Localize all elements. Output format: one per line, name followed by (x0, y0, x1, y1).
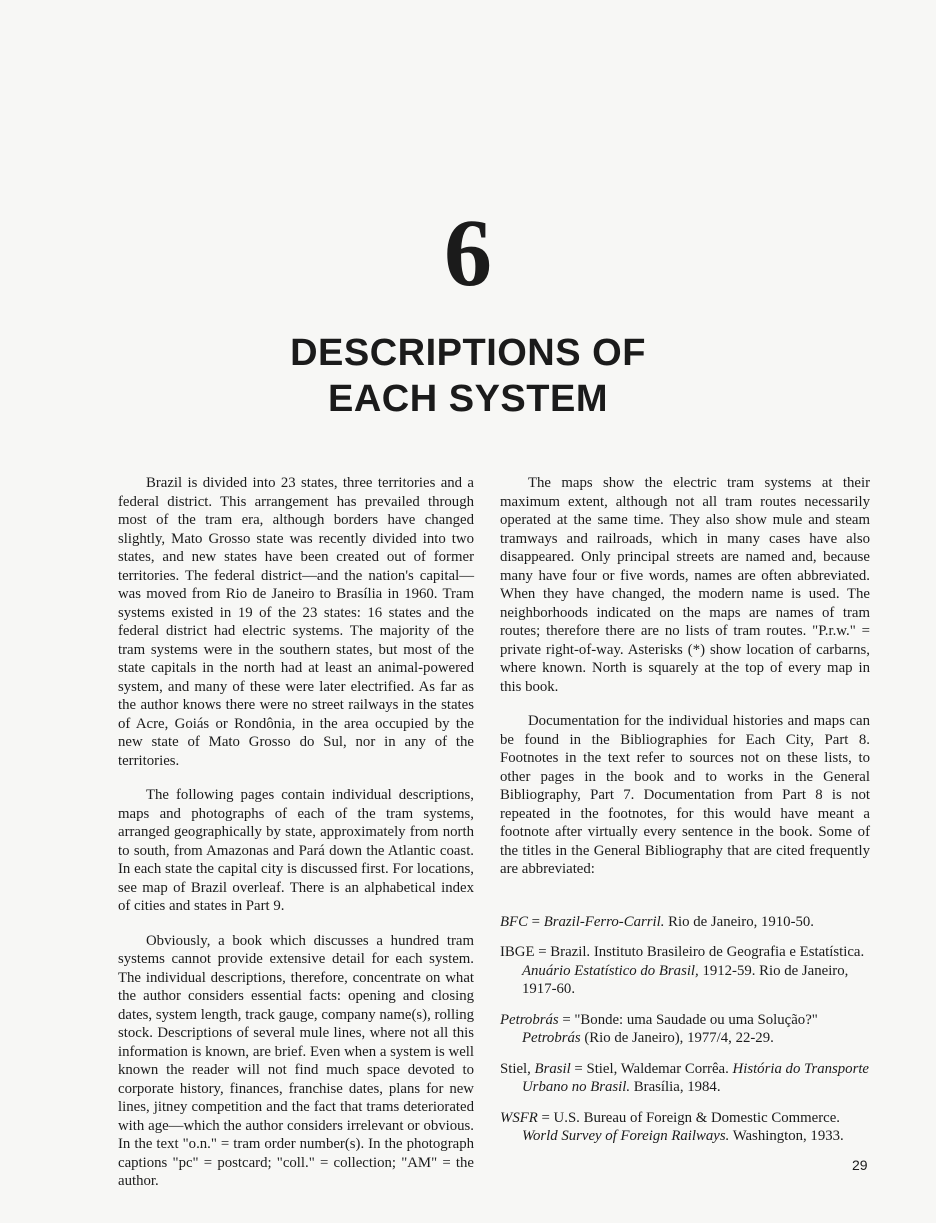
bibliography-entry: Stiel, Brasil = Stiel, Waldemar Corrêa. História do Transporte Urbano no Brasil. Brasília, 1984. (500, 1060, 870, 1095)
paragraph: The following pages contain individual descriptions, maps and photographs of each of the tram systems, arranged geographically by state, approximately from north to south, from Amazonas and Pará down the Atlantic coast. In each state the capital city is discussed first. For locations, see map of Brazil overleaf. There is an alphabetical index of cities and states in Part 9. (118, 787, 474, 914)
right-column (500, 474, 870, 1158)
bibliography-entry: IBGE = Brazil. Instituto Brasileiro de Geografia e Estatística. Anuário Estatístico do Brasil, 1912-59. Rio de Janeiro, 1917-60. (500, 944, 865, 997)
paragraph: Brazil is divided into 23 states, three territories and a federal district. This arrangement has prevailed through most of the tram era, although borders have changed slightly, Mato Grosso state was recently divided into two states, and new states have been created out of former territories. The federal district—and the nation's capital—was moved from Rio de Janeiro to Brasília in 1960. Tram systems existed in 19 of the 23 states: 16 states and the federal district had electric systems. The majority of the tram systems were in the southern states, but most of the state capitals in the north had at least an animal-powered system, and many of these were later electrified. As far as the author knows there were no street railways in the states of Acre, Goiás or Rondônia, in the area occupied by the new state of Mato Grosso do Sul, nor in any of the territories. (118, 475, 474, 769)
page-number: 29 (852, 1157, 868, 1173)
abbreviations-list (500, 913, 870, 1146)
paragraph: Obviously, a book which discusses a hundred tram systems cannot provide extensive detail for each system. The individual descriptions, therefore, concentrate on what the author considers essential facts: opening and closing dates, system length, track gauge, company name(s), rolling stock. Descriptions of several mule lines, where not all this information is known, are brief. Even when a system is well known the reader will not find much space devoted to corporate history, finances, franchise dates, plans for new lines, jitney competition and the fact that trams deteriorated with age—which the author considers irrelevant or obvious. In the text "o.n." = tram order number(s). In the photograph captions "pc" = postcard; "coll." = collection; "AM" = the author. (118, 932, 474, 1189)
chapter-title-line-1: DESCRIPTIONS OF (290, 332, 646, 374)
chapter-title (0, 330, 936, 422)
chapter-number: 6 (444, 199, 492, 306)
bibliography-entry: BFC = Brazil-Ferro-Carril. Rio de Janeiro, 1910-50. (500, 913, 815, 930)
paragraph: Documentation for the individual histories and maps can be found in the Bibliographies for Each City, Part 8. Footnotes in the text refer to sources not on these lists, to other pages in the book and to works in the General Bibliography, Part 7. Documentation from Part 8 is not repeated in the footnotes, for this would have meant a footnote after virtually every sentence in the book. Some of the titles in the General Bibliography that are cited frequently are abbreviated: (500, 713, 870, 877)
bibliography-entry: WSFR = U.S. Bureau of Foreign & Domestic Commerce. World Survey of Foreign Railways. Washington, 1933. (500, 1109, 844, 1144)
paragraph: The maps show the electric tram systems at their maximum extent, although not all tram routes necessarily operated at the same time. They also show mule and steam tramways and railroads, which in many cases have also disappeared. Only principal streets are named and, because many have four or five words, names are often abbreviated. When they have changed, the modern name is used. The neighborhoods indicated on the maps are names of tram routes; therefore there are no lists of tram routes. "P.r.w." = private right-of-way. Asterisks (*) show location of carbarns, where known. North is squarely at the top of every map in this book. (500, 475, 870, 695)
chapter-title-line-2: EACH SYSTEM (328, 378, 608, 420)
left-column (118, 474, 474, 1207)
bibliography-entry: Petrobrás = "Bonde: uma Saudade ou uma Solução?" Petrobrás (Rio de Janeiro), 1977/4, 22-29. (500, 1011, 818, 1046)
